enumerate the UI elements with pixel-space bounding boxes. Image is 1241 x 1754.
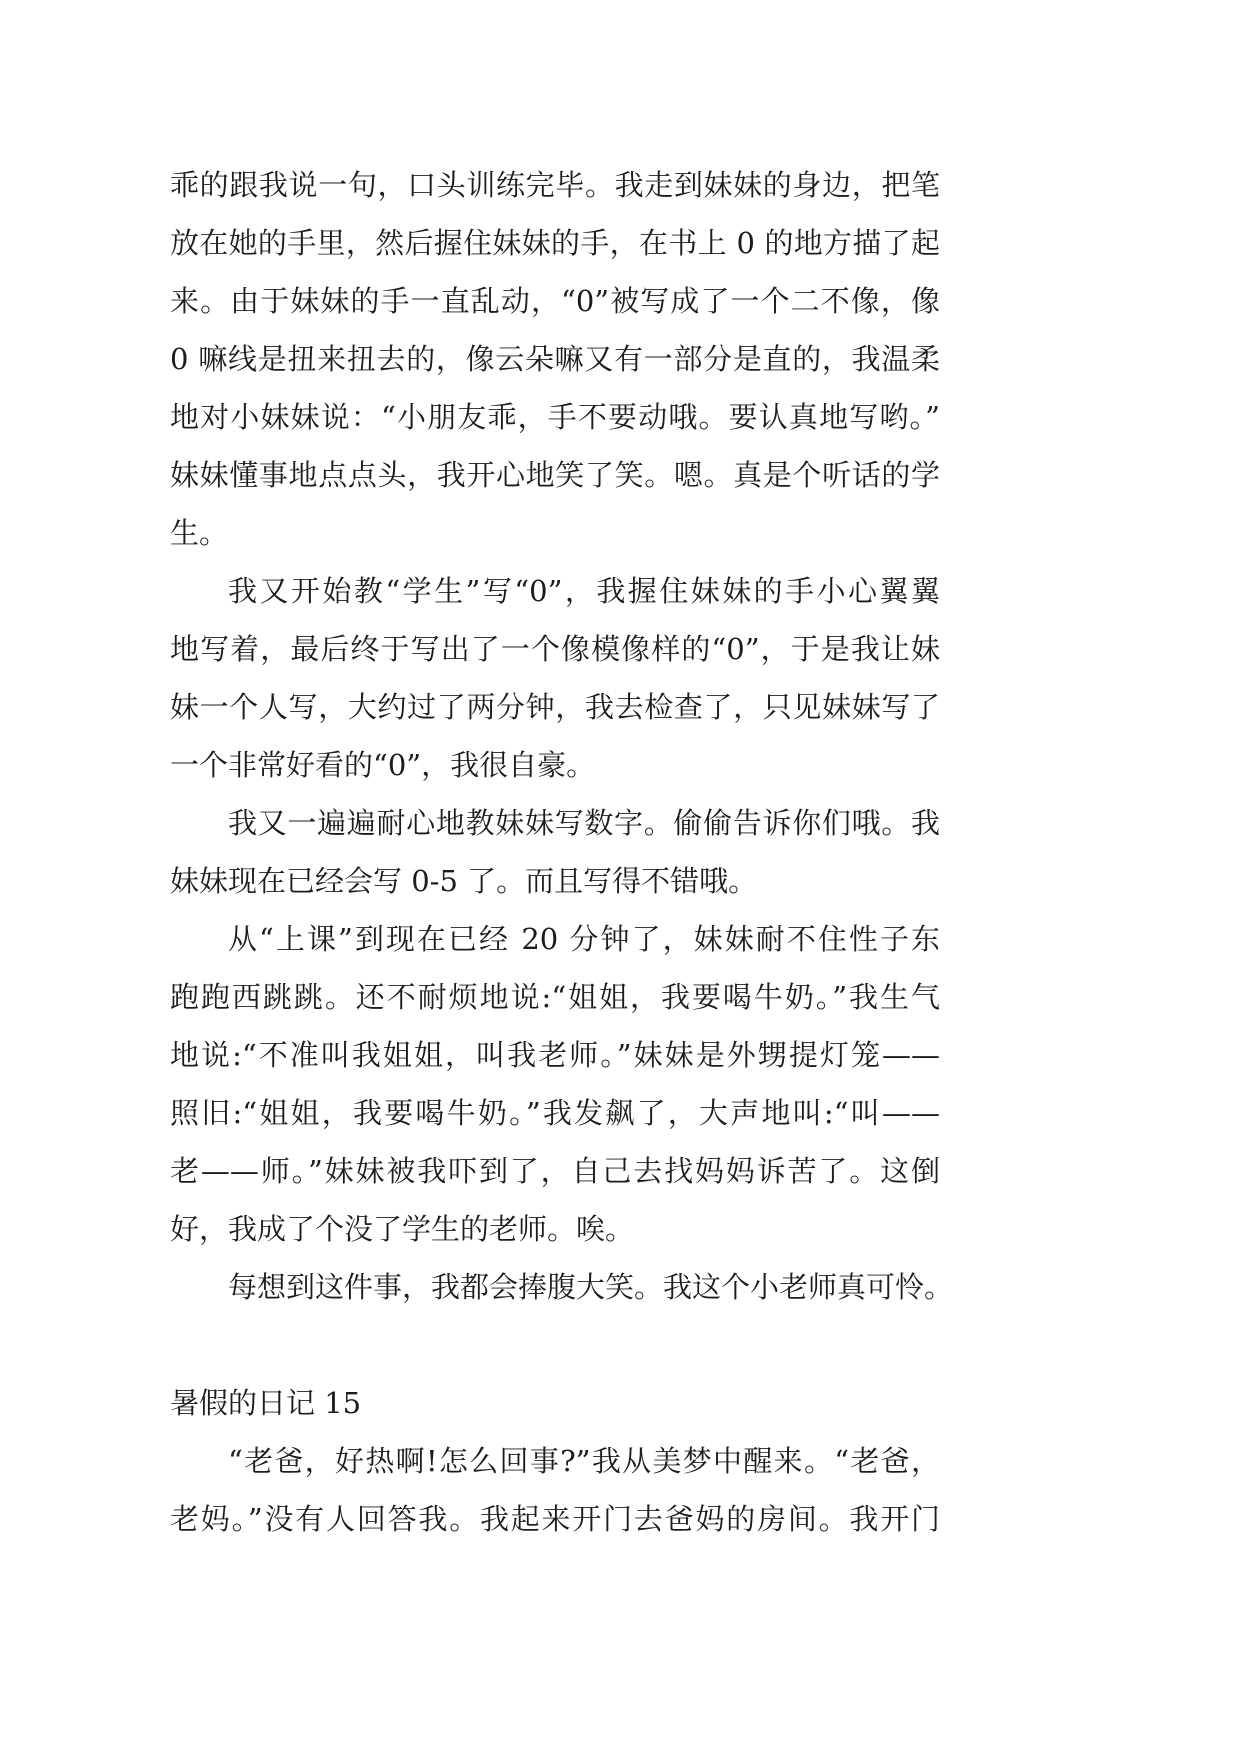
text-line: 0 嘛线是扭来扭去的，像云朵嘛又有一部分是直的，我温柔 [170,342,940,376]
entry-title: 暑假的日记 15 [170,1386,362,1420]
text-line: 跑跑西跳跳。还不耐烦地说:“姐姐，我要喝牛奶。”我生气 [170,980,940,1014]
document-body [170,156,954,1548]
text-line: “老爸，好热啊!怎么回事?”我从美梦中醒来。“老爸， [228,1444,940,1478]
text-line: 老妈。”没有人回答我。我起来开门去爸妈的房间。我开门 [170,1502,940,1536]
text-line: 地对小妹妹说：“小朋友乖，手不要动哦。要认真地写哟。” [170,400,940,434]
text-line: 我又开始教“学生”写“0”，我握住妹妹的手小心翼翼 [228,574,940,608]
text-line: 好，我成了个没了学生的老师。唉。 [170,1212,635,1246]
text-line: 从“上课”到现在已经 20 分钟了，妹妹耐不住性子东 [228,922,940,956]
continued-paragraph [170,156,940,562]
paragraph [170,562,940,794]
text-line: 我又一遍遍耐心地教妹妹写数字。偷偷告诉你们哦。我 [228,806,940,840]
blank-line [170,1316,940,1374]
paragraph [170,1258,954,1316]
diary-entry [170,1374,940,1548]
text-line: 地写着，最后终于写出了一个像模像样的“0”，于是我让妹 [170,632,940,666]
text-line: 照旧:“姐姐，我要喝牛奶。”我发飙了，大声地叫:“叫—— [170,1096,940,1130]
paragraph [170,910,940,1258]
text-line: 每想到这件事，我都会捧腹大笑。我这个小老师真可怜。 [228,1270,954,1304]
text-line: 老——师。”妹妹被我吓到了，自己去找妈妈诉苦了。这倒 [170,1154,940,1188]
text-line: 生。 [170,516,229,550]
text-line: 妹一个人写，大约过了两分钟，我去检查了，只见妹妹写了 [170,690,940,724]
text-line: 一个非常好看的“0”，我很自豪。 [170,748,596,782]
text-line: 妹妹懂事地点点头，我开心地笑了笑。嗯。真是个听话的学 [170,458,940,492]
text-line: 来。由于妹妹的手一直乱动，“0”被写成了一个二不像，像 [170,284,940,318]
text-line: 妹妹现在已经会写 0-5 了。而且写得不错哦。 [170,864,758,898]
text-line: 地说:“不准叫我姐姐，叫我老师。”妹妹是外甥提灯笼—— [170,1038,940,1072]
text-line: 乖的跟我说一句，口头训练完毕。我走到妹妹的身边，把笔 [170,168,940,202]
text-line: 放在她的手里，然后握住妹妹的手，在书上 0 的地方描了起 [170,226,940,260]
paragraph [170,794,940,910]
paragraph [170,1432,940,1548]
